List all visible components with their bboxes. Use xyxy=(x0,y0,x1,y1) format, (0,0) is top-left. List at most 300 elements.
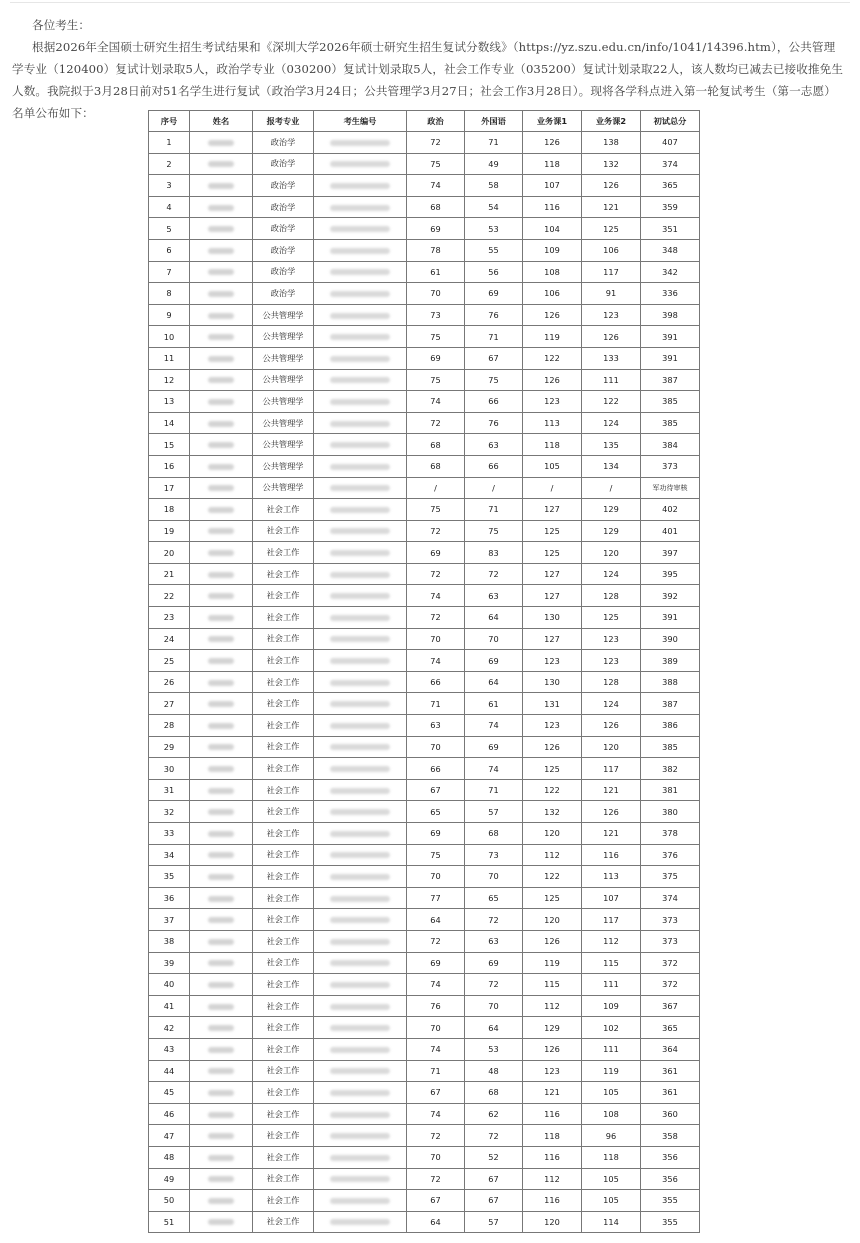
column-header: 业务课1 xyxy=(523,111,582,132)
table-cell: 社会工作 xyxy=(253,887,314,909)
table-cell: 123 xyxy=(523,1060,582,1082)
table-cell: 社会工作 xyxy=(253,758,314,780)
table-cell: 社会工作 xyxy=(253,974,314,996)
table-cell: 71 xyxy=(407,1060,465,1082)
table-cell: 70 xyxy=(465,628,523,650)
redacted-exam-number xyxy=(330,1004,390,1010)
table-row xyxy=(149,585,700,607)
redacted-name xyxy=(208,485,234,491)
redacted-name xyxy=(208,1198,234,1204)
table-cell: 64 xyxy=(465,607,523,629)
table-cell: 118 xyxy=(523,1125,582,1147)
table-cell: 126 xyxy=(582,801,641,823)
table-cell: 126 xyxy=(523,1038,582,1060)
table-cell xyxy=(314,153,407,175)
table-cell: 63 xyxy=(407,715,465,737)
table-row xyxy=(149,499,700,521)
table-cell: 67 xyxy=(465,1190,523,1212)
table-cell: 390 xyxy=(641,628,700,650)
redacted-exam-number xyxy=(330,896,390,902)
redacted-name xyxy=(208,939,234,945)
table-cell: 380 xyxy=(641,801,700,823)
table-cell: 123 xyxy=(582,628,641,650)
table-cell xyxy=(190,455,253,477)
table-cell: 政治学 xyxy=(253,218,314,240)
table-cell: 125 xyxy=(523,887,582,909)
table-cell: 社会工作 xyxy=(253,1125,314,1147)
table-cell xyxy=(190,1125,253,1147)
table-cell: 342 xyxy=(641,261,700,283)
table-cell: 64 xyxy=(465,1017,523,1039)
table-cell: 76 xyxy=(407,995,465,1017)
table-cell xyxy=(190,1146,253,1168)
table-cell: 社会工作 xyxy=(253,1211,314,1233)
table-cell: 45 xyxy=(149,1082,190,1104)
table-cell: 24 xyxy=(149,628,190,650)
table-cell: 公共管理学 xyxy=(253,347,314,369)
table-cell: 128 xyxy=(582,671,641,693)
table-cell xyxy=(190,326,253,348)
table-cell: 社会工作 xyxy=(253,1146,314,1168)
table-cell xyxy=(314,736,407,758)
table-cell: 12 xyxy=(149,369,190,391)
table-cell: 社会工作 xyxy=(253,736,314,758)
table-row xyxy=(149,1168,700,1190)
table-cell: 120 xyxy=(523,909,582,931)
table-cell xyxy=(314,434,407,456)
table-cell: 118 xyxy=(523,153,582,175)
table-cell: 74 xyxy=(407,391,465,413)
table-row xyxy=(149,1082,700,1104)
table-cell: 社会工作 xyxy=(253,1060,314,1082)
table-cell: 26 xyxy=(149,671,190,693)
redacted-name xyxy=(208,982,234,988)
table-cell: 5 xyxy=(149,218,190,240)
table-cell: 72 xyxy=(407,607,465,629)
redacted-exam-number xyxy=(330,1133,390,1139)
table-cell: 106 xyxy=(582,239,641,261)
table-cell: 46 xyxy=(149,1103,190,1125)
table-cell xyxy=(190,736,253,758)
table-cell: 47 xyxy=(149,1125,190,1147)
table-cell: 130 xyxy=(523,671,582,693)
redacted-exam-number xyxy=(330,593,390,599)
table-cell: 55 xyxy=(465,239,523,261)
table-cell: 53 xyxy=(465,1038,523,1060)
table-cell xyxy=(190,715,253,737)
table-cell: 社会工作 xyxy=(253,801,314,823)
redacted-exam-number xyxy=(330,680,390,686)
table-cell xyxy=(190,1211,253,1233)
table-cell xyxy=(314,1190,407,1212)
table-cell: 39 xyxy=(149,952,190,974)
redacted-name xyxy=(208,399,234,405)
table-cell xyxy=(314,218,407,240)
table-cell: 376 xyxy=(641,844,700,866)
table-cell: 359 xyxy=(641,196,700,218)
redacted-exam-number xyxy=(330,615,390,621)
table-cell: 29 xyxy=(149,736,190,758)
table-cell: 355 xyxy=(641,1211,700,1233)
table-cell: 105 xyxy=(582,1082,641,1104)
table-row xyxy=(149,736,700,758)
table-cell: 69 xyxy=(465,952,523,974)
redacted-name xyxy=(208,377,234,383)
table-cell: 132 xyxy=(582,153,641,175)
table-cell: 72 xyxy=(407,412,465,434)
table-cell: 71 xyxy=(465,326,523,348)
table-cell: 129 xyxy=(582,520,641,542)
redacted-name xyxy=(208,917,234,923)
table-cell: 336 xyxy=(641,283,700,305)
redacted-exam-number xyxy=(330,1047,390,1053)
table-cell: 121 xyxy=(582,196,641,218)
table-cell xyxy=(314,1060,407,1082)
redacted-exam-number xyxy=(330,636,390,642)
table-cell xyxy=(190,866,253,888)
table-cell: 124 xyxy=(582,412,641,434)
table-cell xyxy=(190,1168,253,1190)
table-cell xyxy=(190,520,253,542)
table-cell: 123 xyxy=(523,715,582,737)
redacted-name xyxy=(208,831,234,837)
table-cell: 25 xyxy=(149,650,190,672)
table-cell xyxy=(314,477,407,499)
table-cell: 社会工作 xyxy=(253,563,314,585)
table-cell: 126 xyxy=(582,326,641,348)
table-cell: 63 xyxy=(465,585,523,607)
table-cell xyxy=(314,455,407,477)
table-cell xyxy=(314,369,407,391)
table-cell: 68 xyxy=(407,196,465,218)
table-cell: 125 xyxy=(582,218,641,240)
table-cell: 113 xyxy=(582,866,641,888)
table-row xyxy=(149,844,700,866)
redacted-exam-number xyxy=(330,658,390,664)
table-cell xyxy=(314,391,407,413)
table-cell: 公共管理学 xyxy=(253,369,314,391)
table-cell: 42 xyxy=(149,1017,190,1039)
table-cell xyxy=(190,563,253,585)
table-cell: 政治学 xyxy=(253,175,314,197)
table-cell: 69 xyxy=(465,283,523,305)
redacted-exam-number xyxy=(330,485,390,491)
redacted-exam-number xyxy=(330,939,390,945)
table-cell: 109 xyxy=(523,239,582,261)
table-cell xyxy=(190,1017,253,1039)
table-cell xyxy=(190,434,253,456)
redacted-name xyxy=(208,658,234,664)
table-cell: 社会工作 xyxy=(253,1038,314,1060)
table-cell: 社会工作 xyxy=(253,1103,314,1125)
table-cell: 34 xyxy=(149,844,190,866)
table-row xyxy=(149,866,700,888)
redacted-exam-number xyxy=(330,1198,390,1204)
column-header: 初试总分 xyxy=(641,111,700,132)
table-cell: 112 xyxy=(523,1168,582,1190)
redacted-name xyxy=(208,766,234,772)
table-cell: 391 xyxy=(641,607,700,629)
table-cell: 105 xyxy=(582,1190,641,1212)
table-cell: 129 xyxy=(582,499,641,521)
redacted-exam-number xyxy=(330,140,390,146)
table-cell: 社会工作 xyxy=(253,1017,314,1039)
redacted-exam-number xyxy=(330,723,390,729)
table-row xyxy=(149,952,700,974)
redacted-exam-number xyxy=(330,788,390,794)
table-cell: 385 xyxy=(641,391,700,413)
table-cell xyxy=(190,196,253,218)
table-cell: 69 xyxy=(465,650,523,672)
table-cell: 126 xyxy=(523,304,582,326)
table-cell xyxy=(190,239,253,261)
table-cell: 社会工作 xyxy=(253,1190,314,1212)
table-cell: 社会工作 xyxy=(253,779,314,801)
table-cell: 61 xyxy=(407,261,465,283)
table-row xyxy=(149,995,700,1017)
table-cell: 17 xyxy=(149,477,190,499)
table-cell: 75 xyxy=(407,153,465,175)
table-cell: 348 xyxy=(641,239,700,261)
table-cell: 72 xyxy=(465,909,523,931)
redacted-exam-number xyxy=(330,291,390,297)
table-cell: 104 xyxy=(523,218,582,240)
redacted-name xyxy=(208,701,234,707)
table-cell: 108 xyxy=(582,1103,641,1125)
table-cell: 社会工作 xyxy=(253,909,314,931)
table-cell: 75 xyxy=(465,520,523,542)
table-row xyxy=(149,1060,700,1082)
table-row xyxy=(149,347,700,369)
table-cell: 388 xyxy=(641,671,700,693)
table-cell: 31 xyxy=(149,779,190,801)
table-cell: 356 xyxy=(641,1146,700,1168)
table-cell: 115 xyxy=(582,952,641,974)
redacted-name xyxy=(208,723,234,729)
table-cell: 397 xyxy=(641,542,700,564)
table-cell: 365 xyxy=(641,1017,700,1039)
table-cell xyxy=(190,779,253,801)
table-cell: 117 xyxy=(582,758,641,780)
table-cell: 69 xyxy=(407,542,465,564)
redacted-exam-number xyxy=(330,852,390,858)
table-cell: 392 xyxy=(641,585,700,607)
redacted-exam-number xyxy=(330,960,390,966)
column-header: 外国语 xyxy=(465,111,523,132)
table-cell: 72 xyxy=(407,520,465,542)
table-cell: 社会工作 xyxy=(253,1168,314,1190)
table-cell: 社会工作 xyxy=(253,995,314,1017)
redacted-exam-number xyxy=(330,399,390,405)
redacted-exam-number xyxy=(330,550,390,556)
table-cell xyxy=(190,175,253,197)
table-cell xyxy=(314,196,407,218)
table-row xyxy=(149,304,700,326)
redacted-name xyxy=(208,1090,234,1096)
table-cell: 112 xyxy=(523,995,582,1017)
table-cell xyxy=(190,283,253,305)
table-cell: 67 xyxy=(407,1082,465,1104)
table-cell: 13 xyxy=(149,391,190,413)
table-cell: 63 xyxy=(465,930,523,952)
table-cell xyxy=(190,499,253,521)
table-cell xyxy=(314,412,407,434)
table-cell: 19 xyxy=(149,520,190,542)
table-cell: 75 xyxy=(407,499,465,521)
table-cell: 48 xyxy=(465,1060,523,1082)
redacted-exam-number xyxy=(330,809,390,815)
redacted-exam-number xyxy=(330,831,390,837)
table-cell: 37 xyxy=(149,909,190,931)
table-cell: 74 xyxy=(465,758,523,780)
redacted-exam-number xyxy=(330,377,390,383)
table-cell: 398 xyxy=(641,304,700,326)
table-cell xyxy=(314,1038,407,1060)
table-row xyxy=(149,542,700,564)
table-cell: 109 xyxy=(582,995,641,1017)
candidate-table xyxy=(148,110,700,1233)
table-cell: 121 xyxy=(582,779,641,801)
table-cell: 128 xyxy=(582,585,641,607)
table-cell xyxy=(314,563,407,585)
table-cell: 107 xyxy=(582,887,641,909)
table-cell: 21 xyxy=(149,563,190,585)
table-cell: 120 xyxy=(582,542,641,564)
table-cell xyxy=(190,628,253,650)
table-cell: 74 xyxy=(407,974,465,996)
table-cell: 67 xyxy=(465,1168,523,1190)
table-cell: 118 xyxy=(523,434,582,456)
table-cell xyxy=(190,391,253,413)
table-row xyxy=(149,1211,700,1233)
table-cell: 102 xyxy=(582,1017,641,1039)
table-cell: 49 xyxy=(149,1168,190,1190)
column-header: 政治 xyxy=(407,111,465,132)
table-cell: 65 xyxy=(407,801,465,823)
table-cell: 63 xyxy=(465,434,523,456)
redacted-name xyxy=(208,636,234,642)
table-cell: 61 xyxy=(465,693,523,715)
table-cell: 395 xyxy=(641,563,700,585)
table-cell: 68 xyxy=(407,455,465,477)
table-cell: 127 xyxy=(523,585,582,607)
table-cell: 91 xyxy=(582,283,641,305)
table-cell xyxy=(190,930,253,952)
table-cell xyxy=(314,326,407,348)
table-cell: 52 xyxy=(465,1146,523,1168)
table-cell: 374 xyxy=(641,887,700,909)
table-cell: 44 xyxy=(149,1060,190,1082)
table-cell: 391 xyxy=(641,326,700,348)
table-cell xyxy=(314,607,407,629)
table-cell: 社会工作 xyxy=(253,542,314,564)
table-cell xyxy=(314,909,407,931)
table-cell: 公共管理学 xyxy=(253,412,314,434)
table-cell: 111 xyxy=(582,369,641,391)
table-cell: 公共管理学 xyxy=(253,326,314,348)
table-cell xyxy=(190,585,253,607)
table-cell: 公共管理学 xyxy=(253,434,314,456)
table-cell: 38 xyxy=(149,930,190,952)
table-cell: 18 xyxy=(149,499,190,521)
redacted-name xyxy=(208,421,234,427)
table-cell xyxy=(314,887,407,909)
table-cell: 67 xyxy=(407,1190,465,1212)
table-cell: 373 xyxy=(641,909,700,931)
table-row xyxy=(149,326,700,348)
table-cell xyxy=(190,132,253,154)
redacted-exam-number xyxy=(330,1155,390,1161)
redacted-name xyxy=(208,464,234,470)
table-cell: / xyxy=(582,477,641,499)
table-body xyxy=(149,132,700,1233)
table-cell: 社会工作 xyxy=(253,628,314,650)
table-cell: 32 xyxy=(149,801,190,823)
table-cell: 126 xyxy=(523,369,582,391)
table-cell: 72 xyxy=(465,974,523,996)
redacted-name xyxy=(208,1155,234,1161)
table-cell: 军功待审核 xyxy=(641,477,700,499)
table-cell xyxy=(190,1082,253,1104)
table-cell xyxy=(190,909,253,931)
table-cell: 社会工作 xyxy=(253,520,314,542)
table-cell xyxy=(314,304,407,326)
table-cell: 58 xyxy=(465,175,523,197)
table-cell: 127 xyxy=(523,499,582,521)
table-cell: 69 xyxy=(407,347,465,369)
table-cell xyxy=(314,693,407,715)
table-row xyxy=(149,909,700,931)
table-cell: 71 xyxy=(465,499,523,521)
table-cell: 130 xyxy=(523,607,582,629)
table-cell: 121 xyxy=(523,1082,582,1104)
table-cell xyxy=(190,153,253,175)
table-cell xyxy=(190,542,253,564)
table-cell: 116 xyxy=(523,1190,582,1212)
table-cell: 105 xyxy=(582,1168,641,1190)
table-cell: 402 xyxy=(641,499,700,521)
table-cell xyxy=(190,1103,253,1125)
table-cell: 367 xyxy=(641,995,700,1017)
table-row xyxy=(149,153,700,175)
table-cell: 135 xyxy=(582,434,641,456)
table-cell: 社会工作 xyxy=(253,823,314,845)
table-cell: 384 xyxy=(641,434,700,456)
table-cell: 74 xyxy=(407,650,465,672)
table-cell: 57 xyxy=(465,801,523,823)
column-header: 考生编号 xyxy=(314,111,407,132)
table-cell: 112 xyxy=(523,844,582,866)
table-cell: 123 xyxy=(523,391,582,413)
table-cell: 公共管理学 xyxy=(253,455,314,477)
table-cell: 8 xyxy=(149,283,190,305)
table-row xyxy=(149,628,700,650)
table-cell xyxy=(314,1168,407,1190)
redacted-exam-number xyxy=(330,313,390,319)
table-cell: 387 xyxy=(641,693,700,715)
table-cell: 23 xyxy=(149,607,190,629)
redacted-exam-number xyxy=(330,205,390,211)
table-cell: 72 xyxy=(407,132,465,154)
table-cell: 政治学 xyxy=(253,261,314,283)
table-cell: 401 xyxy=(641,520,700,542)
table-cell xyxy=(190,758,253,780)
table-cell: 111 xyxy=(582,1038,641,1060)
table-cell: 69 xyxy=(407,823,465,845)
table-cell: 374 xyxy=(641,153,700,175)
table-row xyxy=(149,650,700,672)
redacted-exam-number xyxy=(330,744,390,750)
